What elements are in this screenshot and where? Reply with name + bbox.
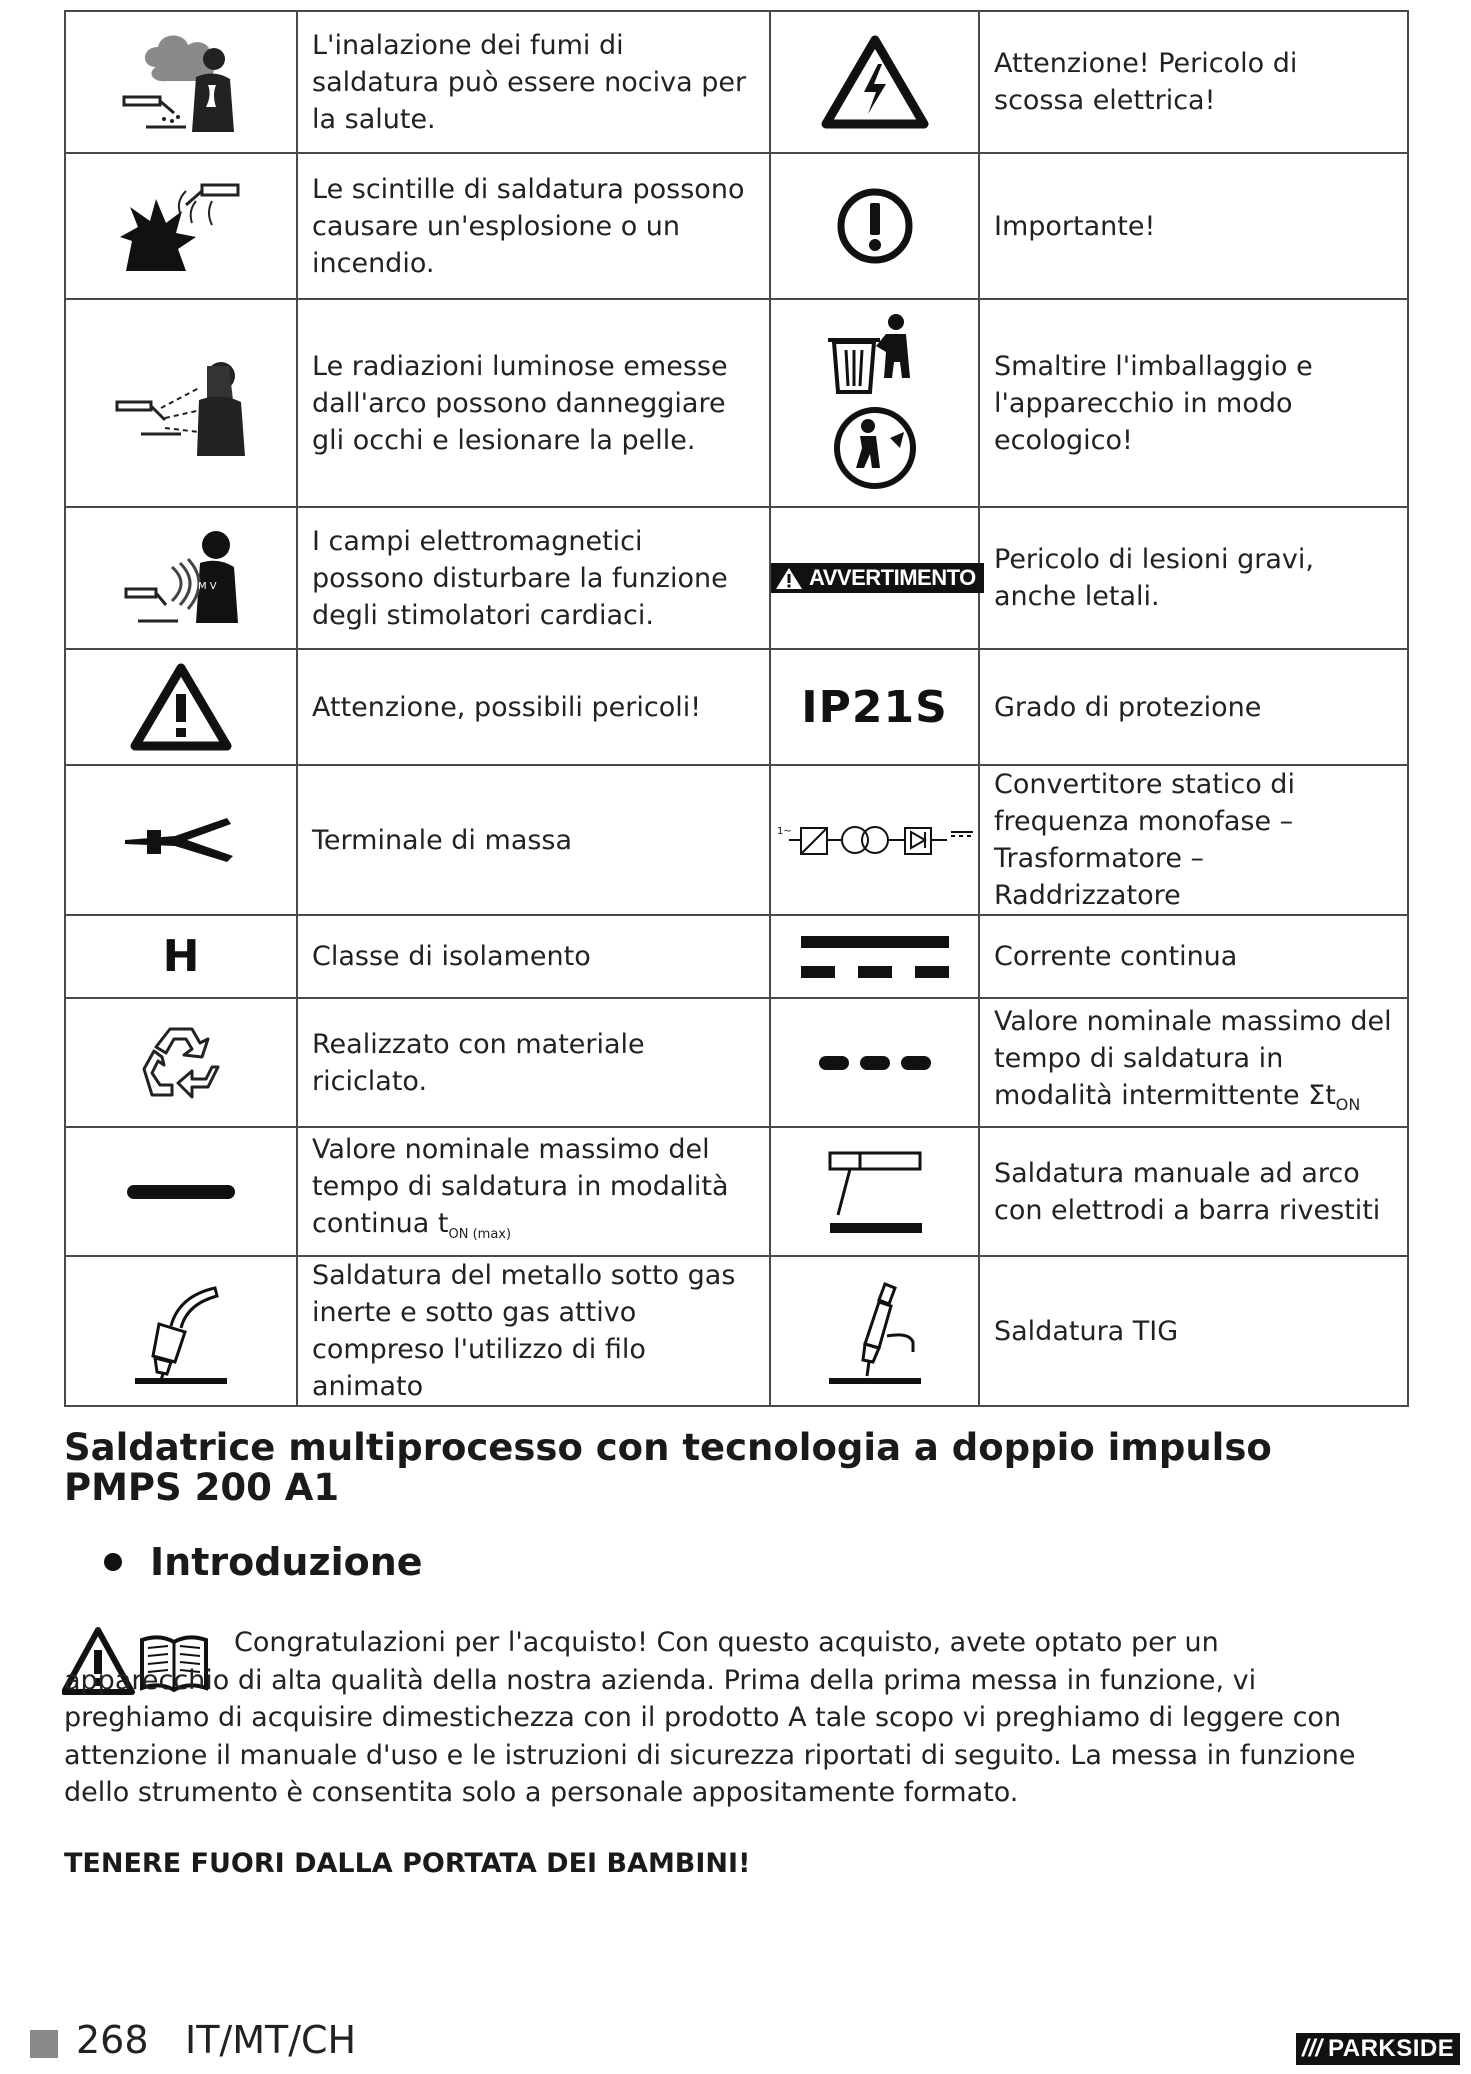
recycle-icon xyxy=(65,998,297,1127)
product-model: PMPS 200 A1 xyxy=(64,1466,340,1509)
warning-badge-cell xyxy=(770,507,979,649)
electric-shock-icon xyxy=(770,11,979,153)
warning-badge-label: AVVERTIMENTO xyxy=(809,564,976,590)
direct-current-text: Corrente continua xyxy=(979,915,1408,998)
warning-badge xyxy=(771,563,984,593)
sparks-warning-text: Le scintille di saldatura possono causare un'esplosione o un incendio. xyxy=(297,153,770,299)
product-title xyxy=(64,1428,1272,1508)
explosion-icon xyxy=(65,153,297,299)
electric-shock-text: Attenzione! Pericolo di scossa elettrica! xyxy=(979,11,1408,153)
table-row xyxy=(65,915,1408,998)
svg-text:M V: M V xyxy=(198,581,217,592)
arc-radiation-icon xyxy=(65,299,297,507)
ip-rating-label: IP21S xyxy=(801,681,948,733)
footer-marker xyxy=(30,2030,58,2058)
table-row xyxy=(65,998,1408,1127)
hazard-triangle-icon xyxy=(65,649,297,765)
brand-slashes-icon: /// xyxy=(1302,2035,1323,2062)
symbol-table xyxy=(64,10,1409,1407)
table-row xyxy=(65,299,1408,507)
continuous-duty-label: Valore nominale massimo del tempo di saldatura in modalità continua t xyxy=(312,1133,729,1239)
keep-away-children-warning: TENERE FUORI DALLA PORTATA DEI BAMBINI! xyxy=(64,1848,751,1879)
brand-name: PARKSIDE xyxy=(1328,2035,1455,2062)
table-row xyxy=(65,507,1408,649)
important-text: Importante! xyxy=(979,153,1408,299)
converter-text: Convertitore statico di frequenza monofase – Trasformatore – Raddrizzatore xyxy=(979,765,1408,915)
intro-paragraph: Congratulazioni per l'acquisto! Con questo acquisto, avete optato per un apparecchio di alta qualità della nostra azienda. Prima della prima messa in funzione, vi preghiamo di acquisire dimestichezza con il prodotto A tale scopo vi preghiamo di leggere con attenzione il manuale d'uso e le istruzioni di sicurezza riportati di seguito. La messa in funzione dello strumento è consentita solo a personale appositamente formato. xyxy=(64,1627,1356,1808)
tig-torch-icon xyxy=(770,1256,979,1406)
direct-current-icon xyxy=(770,915,979,998)
manual-arc-welding-icon xyxy=(770,1127,979,1256)
ground-terminal-text: Terminale di massa xyxy=(297,765,770,915)
insulation-class-cell xyxy=(65,915,297,998)
table-row xyxy=(65,1127,1408,1256)
table-row xyxy=(65,765,1408,915)
intermittent-duty-subscript: ON xyxy=(1335,1094,1361,1114)
serious-injury-text: Pericolo di lesioni gravi, anche letali. xyxy=(979,507,1408,649)
section-heading-label: Introduzione xyxy=(150,1540,423,1584)
continuous-duty-icon xyxy=(65,1127,297,1256)
continuous-duty-text xyxy=(297,1127,770,1256)
page-number: 268 xyxy=(76,2018,149,2062)
table-row xyxy=(65,649,1408,765)
protection-degree-text: Grado di protezione xyxy=(979,649,1408,765)
exclamation-circle-icon xyxy=(770,153,979,299)
intermittent-duty-text xyxy=(979,998,1408,1127)
section-heading xyxy=(104,1540,423,1584)
disposal-text: Smaltire l'imballaggio e l'apparecchio in modo ecologico! xyxy=(979,299,1408,507)
svg-text:1~: 1~ xyxy=(776,826,792,837)
welding-fumes-icon xyxy=(65,11,297,153)
mig-mag-torch-icon xyxy=(65,1256,297,1406)
table-row xyxy=(65,1256,1408,1406)
mig-mag-text: Saldatura del metallo sotto gas inerte e sotto gas attivo compreso l'utilizzo di filo animato xyxy=(297,1256,770,1406)
continuous-duty-subscript: ON (max) xyxy=(448,1226,512,1242)
disposal-icon xyxy=(770,299,979,507)
tig-text: Saldatura TIG xyxy=(979,1256,1408,1406)
converter-transformer-rectifier-icon xyxy=(770,765,979,915)
manual-arc-text: Saldatura manuale ad arco con elettrodi a barra rivestiti xyxy=(979,1127,1408,1256)
warning-triangle-icon xyxy=(775,566,803,590)
ip-rating-cell xyxy=(770,649,979,765)
ground-clamp-icon xyxy=(65,765,297,915)
bullet-icon xyxy=(104,1553,122,1571)
insulation-class-letter: H xyxy=(162,931,200,982)
recycled-material-text: Realizzato con materiale riciclato. xyxy=(297,998,770,1127)
fumes-warning-text: L'inalazione dei fumi di saldatura può essere nociva per la salute. xyxy=(297,11,770,153)
intermittent-duty-label: Valore nominale massimo del tempo di saldatura in modalità intermittente Σt xyxy=(994,1005,1392,1111)
region-code: IT/MT/CH xyxy=(185,2018,357,2062)
table-row xyxy=(65,153,1408,299)
product-title-line1: Saldatrice multiprocesso con tecnologia a doppio impulso xyxy=(64,1426,1272,1469)
possible-hazards-text: Attenzione, possibili pericoli! xyxy=(297,649,770,765)
intermittent-duty-icon xyxy=(770,998,979,1127)
radiation-warning-text: Le radiazioni luminose emesse dall'arco possono danneggiare gli occhi e lesionare la pelle. xyxy=(297,299,770,507)
brand-logo xyxy=(1296,2033,1460,2065)
table-row xyxy=(65,11,1408,153)
electromagnetic-field-icon xyxy=(65,507,297,649)
insulation-class-text: Classe di isolamento xyxy=(297,915,770,998)
emf-warning-text: I campi elettromagnetici possono disturbare la funzione degli stimolatori cardiaci. xyxy=(297,507,770,649)
